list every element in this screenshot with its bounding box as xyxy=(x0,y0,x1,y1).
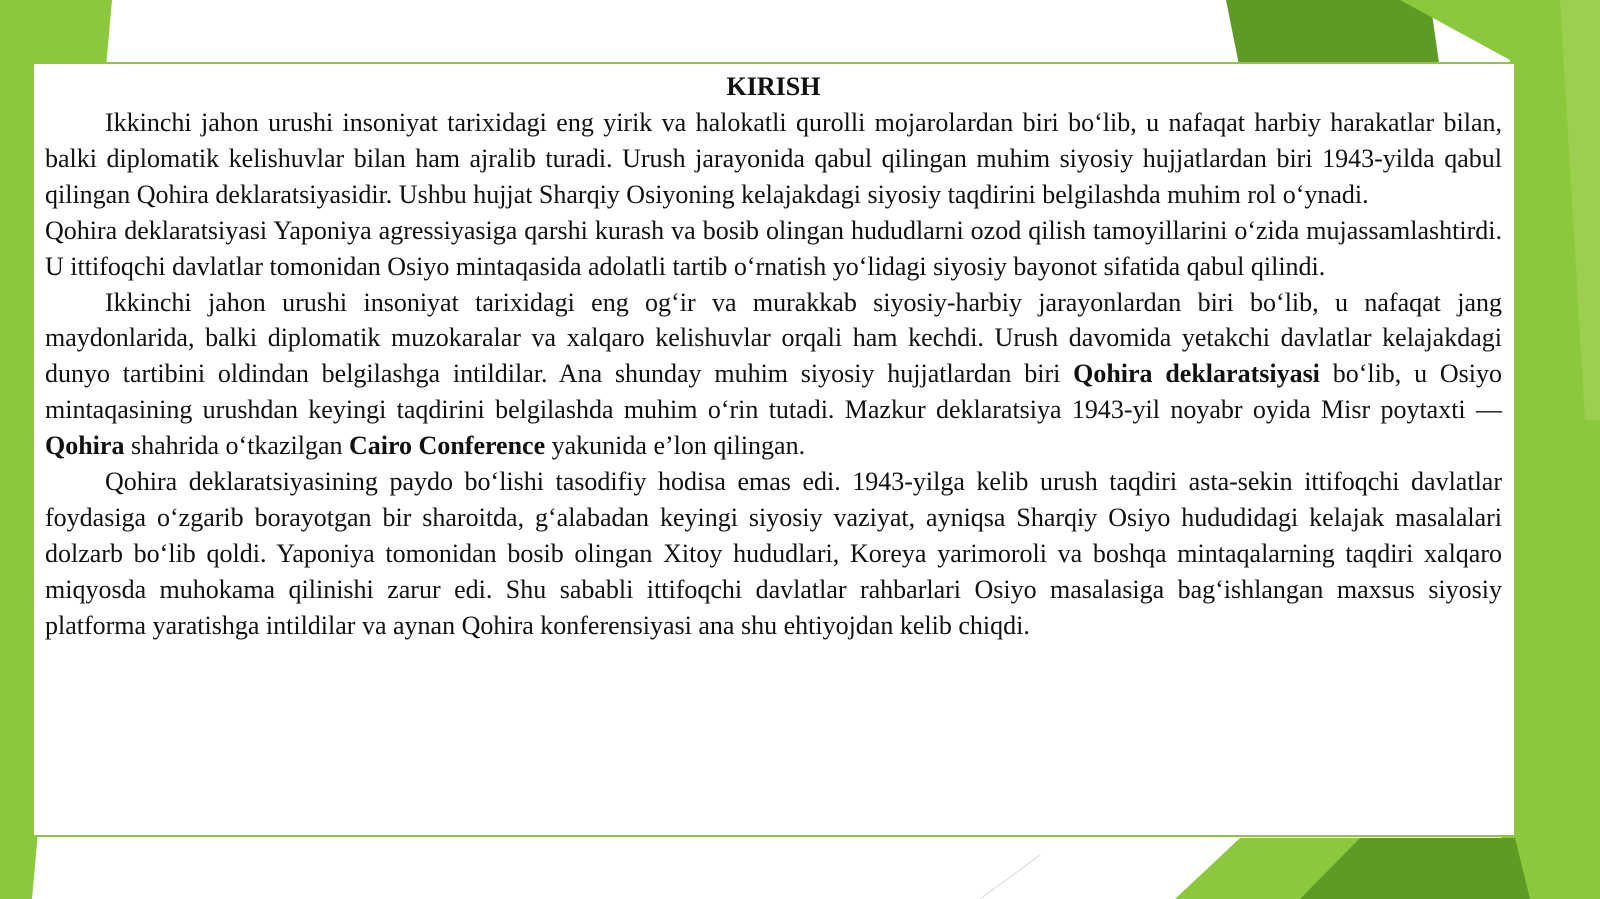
paragraph-2: Qohira deklaratsiyasi Yaponiya agressiyasiga qarshi kurash va bosib olingan hududlarni ozod qilish tamoyillarini o‘zida mujassamlashtirdi. U ittifoqchi davlatlar tomonidan Osiyo mintaqasida adolatli tartib o‘rnatish yo‘lidagi siyosiy bayonot sifatida qabul qilindi. xyxy=(45,215,1502,281)
text-box xyxy=(32,62,1516,837)
bold-term-qohira-deklaratsiyasi: Qohira deklaratsiyasi xyxy=(1073,359,1320,389)
top-right-dark-shape xyxy=(1226,0,1440,70)
paragraph-3 xyxy=(45,285,1502,465)
paragraph-1: Ikkinchi jahon urushi insoniyat tarixidagi eng yirik va halokatli qurolli mojarolardan biri bo‘lib, u nafaqat harbiy harakatlar bilan, balki diplomatik kelishuvlar bilan ham ajralib turadi. Urush jarayonida qabul qilingan muhim siyosiy hujjatlardan biri 1943-yilda qabul qilingan Qohira deklaratsiyasidir. Ushbu hujjat Sharqiy Osiyoning kelajakdagi siyosiy taqdirini belgilashda muhim rol o‘ynadi. xyxy=(45,108,1502,209)
bold-term-qohira: Qohira xyxy=(45,431,125,461)
paragraph-3-text: yakunida e’lon qilingan. xyxy=(545,431,806,461)
paragraph-3-text: Ikkinchi jahon urushi insoniyat tarixidagi eng og‘ir va murakkab siyosiy-harbiy jarayonlardan biri bo‘lib, u nafaqat jang maydonlarida, balki diplomatik muzokaralar va xalqaro kelishuvlar orqali ham kechdi. Urush davomida yetakchi davlatlar kelajakdagi dunyo tartibini oldindan belgilashga intildilar. Ana shunday muhim siyosiy hujjatlardan biri xyxy=(45,287,1502,389)
paragraph-3-text: shahrida o‘tkazilgan xyxy=(124,431,349,461)
bold-term-cairo-conference: Cairo Conference xyxy=(348,431,546,461)
paragraph-4: Qohira deklaratsiyasining paydo bo‘lishi tasodifiy hodisa emas edi. 1943-yilga kelib urush taqdiri asta-sekin ittifoqchi davlatlar foydasiga o‘zgarib borayotgan bir sharoitda, g‘alabadan keyingi siyosiy vaziyat, ayniqsa Sharqiy Osiyo hududidagi kelajak masalalari dolzarb bo‘lib qoldi. Yaponiya tomonidan bosib olingan Xitoy hududlari, Koreya yarimoroli va boshqa mintaqalarning taqdiri xalqaro miqyosda muhokama qilinishi zarur edi. Shu sababli ittifoqchi davlatlar rahbarlari Osiyo masalasiga bag‘ishlangan maxsus siyosiy platforma yaratishga intildilar va aynan Qohira konferensiyasi ana shu ehtiyojdan kelib chiqdi. xyxy=(45,467,1502,640)
page-title: KIRISH xyxy=(726,72,821,101)
paragraph-3-text: bo‘lib, u Osiyo mintaqasining urushdan keyingi taqdirini belgilashda muhim o‘rin tutadi. Mazkur deklaratsiya 1943-yil noyabr oyida Misr poytaxti — xyxy=(45,359,1502,425)
